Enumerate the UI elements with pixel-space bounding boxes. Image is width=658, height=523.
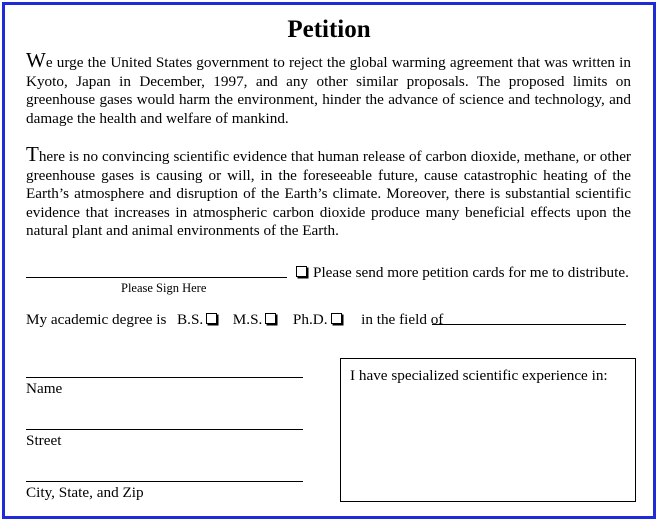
city-state-zip-line[interactable] bbox=[26, 481, 303, 482]
more-cards-label: Please send more petition cards for me to distribute. bbox=[313, 264, 629, 281]
experience-box[interactable] bbox=[340, 358, 636, 502]
degree-ms-checkbox[interactable] bbox=[265, 313, 276, 324]
signature-line[interactable] bbox=[26, 277, 287, 278]
paragraph-2-text: here is no convincing scientific evidence that human release of carbon dioxide, methane, or other greenhouse gases is causing or will, in the foreseeable future, cause catastrophic heating of the Earth’s atmosphere and disruption of the Earth’s climate. Moreover, there is substantial scientific evidence that increases in atmospheric carbon dioxide produce many beneficial effects upon the natural plant and animal environments of the Earth. bbox=[26, 148, 631, 239]
street-label: Street bbox=[26, 432, 62, 449]
degree-row bbox=[26, 311, 443, 329]
degree-ms-label: M.S. bbox=[232, 311, 263, 328]
more-cards-option[interactable] bbox=[296, 264, 629, 282]
degree-bs-label: B.S. bbox=[177, 311, 204, 328]
degree-label: My academic degree is bbox=[26, 311, 167, 328]
name-line[interactable] bbox=[26, 377, 303, 378]
street-line[interactable] bbox=[26, 429, 303, 430]
degree-phd-label: Ph.D. bbox=[292, 311, 328, 328]
field-of-study-line[interactable] bbox=[432, 324, 626, 325]
degree-bs-checkbox[interactable] bbox=[206, 313, 217, 324]
signature-caption: Please Sign Here bbox=[121, 281, 207, 295]
paragraph-scientific-evidence bbox=[26, 142, 631, 241]
dropcap-t: T bbox=[26, 142, 39, 166]
dropcap-w: W bbox=[26, 48, 46, 72]
petition-title: Petition bbox=[287, 16, 371, 43]
paragraph-reject-agreement bbox=[26, 48, 631, 128]
more-cards-checkbox[interactable] bbox=[296, 266, 307, 277]
city-state-zip-label: City, State, and Zip bbox=[26, 484, 144, 501]
paragraph-1-text: e urge the United States government to reject the global warming agreement that was written in Kyoto, Japan in December, 1997, and any other similar proposals. The proposed limits on greenhouse gases would harm the environment, hinder the advance of science and technology, and damage the health and welfare of mankind. bbox=[26, 54, 631, 127]
field-label: in the field of bbox=[361, 311, 444, 328]
name-label: Name bbox=[26, 380, 63, 397]
degree-phd-checkbox[interactable] bbox=[331, 313, 342, 324]
experience-label: I have specialized scientific experience in: bbox=[350, 367, 608, 384]
